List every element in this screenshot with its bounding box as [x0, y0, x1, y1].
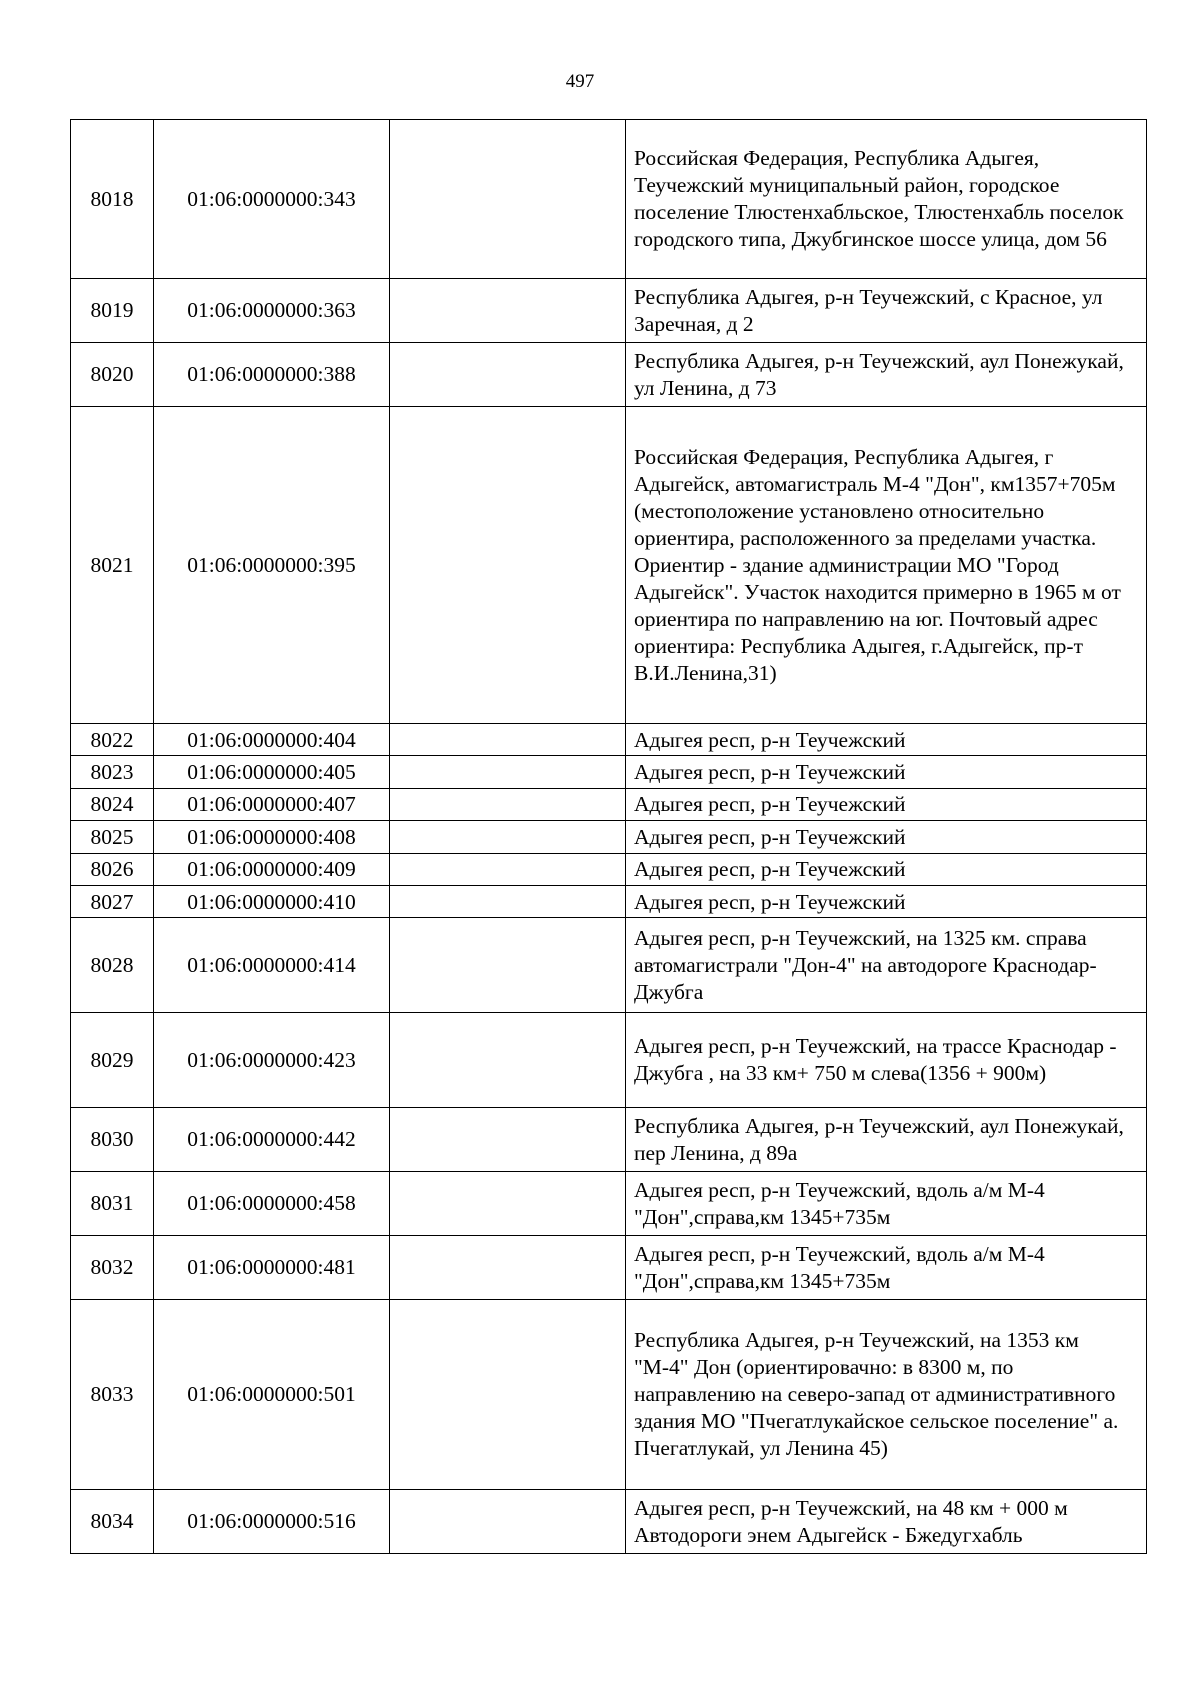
- address-cell: Адыгея респ, р-н Теучежский: [626, 821, 1147, 853]
- address-cell: Республика Адыгея, р-н Теучежский, с Красное, ул Заречная, д 2: [626, 279, 1147, 343]
- row-number: 8023: [71, 756, 154, 788]
- table-row: [71, 1300, 1147, 1490]
- row-number: 8018: [71, 120, 154, 279]
- row-number: 8025: [71, 821, 154, 853]
- cadastral-number: 01:06:0000000:442: [154, 1108, 390, 1172]
- address-cell: Адыгея респ, р-н Теучежский: [626, 885, 1147, 917]
- address-cell: Адыгея респ, р-н Теучежский: [626, 788, 1147, 820]
- cadastral-number: 01:06:0000000:408: [154, 821, 390, 853]
- row-number: 8026: [71, 853, 154, 885]
- address-cell: Адыгея респ, р-н Теучежский: [626, 756, 1147, 788]
- cadastral-number: 01:06:0000000:410: [154, 885, 390, 917]
- empty-cell: [390, 1172, 626, 1236]
- row-number: 8030: [71, 1108, 154, 1172]
- cadastral-number: 01:06:0000000:404: [154, 724, 390, 756]
- cadastral-number: 01:06:0000000:501: [154, 1300, 390, 1490]
- cadastral-number: 01:06:0000000:516: [154, 1490, 390, 1554]
- empty-cell: [390, 1300, 626, 1490]
- row-number: 8032: [71, 1236, 154, 1300]
- cadastral-number: 01:06:0000000:388: [154, 343, 390, 407]
- empty-cell: [390, 279, 626, 343]
- table-row: [71, 407, 1147, 724]
- empty-cell: [390, 788, 626, 820]
- page-number: 497: [565, 71, 595, 92]
- table-row: [71, 1236, 1147, 1300]
- address-cell: Республика Адыгея, р-н Теучежский, аул Понежукай, ул Ленина, д 73: [626, 343, 1147, 407]
- address-cell: Адыгея респ, р-н Теучежский: [626, 853, 1147, 885]
- cadastral-number: 01:06:0000000:405: [154, 756, 390, 788]
- address-cell: Адыгея респ, р-н Теучежский, на 1325 км. справа автомагистрали "Дон-4" на автодороге Краснодар-Джубга: [626, 918, 1147, 1013]
- address-cell: Адыгея респ, р-н Теучежский, вдоль а/м М-4 "Дон",справа,км 1345+735м: [626, 1172, 1147, 1236]
- empty-cell: [390, 1108, 626, 1172]
- address-cell: Адыгея респ, р-н Теучежский, на трассе Краснодар - Джубга , на 33 км+ 750 м слева(1356 + 900м): [626, 1013, 1147, 1108]
- address-cell: Республика Адыгея, р-н Теучежский, аул Понежукай, пер Ленина, д 89а: [626, 1108, 1147, 1172]
- cadastral-number: 01:06:0000000:363: [154, 279, 390, 343]
- cadastral-number: 01:06:0000000:481: [154, 1236, 390, 1300]
- row-number: 8020: [71, 343, 154, 407]
- cadastral-number: 01:06:0000000:409: [154, 853, 390, 885]
- address-cell: Адыгея респ, р-н Теучежский: [626, 724, 1147, 756]
- empty-cell: [390, 724, 626, 756]
- table-row: [71, 279, 1147, 343]
- empty-cell: [390, 756, 626, 788]
- cadastral-number: 01:06:0000000:395: [154, 407, 390, 724]
- empty-cell: [390, 1013, 626, 1108]
- empty-cell: [390, 821, 626, 853]
- row-number: 8022: [71, 724, 154, 756]
- empty-cell: [390, 407, 626, 724]
- table-row: [71, 724, 1147, 756]
- row-number: 8034: [71, 1490, 154, 1554]
- cadastral-number: 01:06:0000000:407: [154, 788, 390, 820]
- row-number: 8031: [71, 1172, 154, 1236]
- table-row: [71, 885, 1147, 917]
- table-row: [71, 853, 1147, 885]
- table-row: [71, 756, 1147, 788]
- row-number: 8019: [71, 279, 154, 343]
- empty-cell: [390, 853, 626, 885]
- land-registry-table: [70, 119, 1147, 1554]
- table-row: [71, 120, 1147, 279]
- cadastral-number: 01:06:0000000:414: [154, 918, 390, 1013]
- cadastral-number: 01:06:0000000:458: [154, 1172, 390, 1236]
- empty-cell: [390, 343, 626, 407]
- table-row: [71, 1013, 1147, 1108]
- table-row: [71, 343, 1147, 407]
- address-cell: Российская Федерация, Республика Адыгея, Теучежский муниципальный район, городское поселение Тлюстенхабльское, Тлюстенхабль поселок городского типа, Джубгинское шоссе улица, дом 56: [626, 120, 1147, 279]
- empty-cell: [390, 1490, 626, 1554]
- row-number: 8029: [71, 1013, 154, 1108]
- table-row: [71, 918, 1147, 1013]
- empty-cell: [390, 885, 626, 917]
- row-number: 8024: [71, 788, 154, 820]
- row-number: 8028: [71, 918, 154, 1013]
- row-number: 8033: [71, 1300, 154, 1490]
- cadastral-number: 01:06:0000000:343: [154, 120, 390, 279]
- table-row: [71, 1172, 1147, 1236]
- table-row: [71, 788, 1147, 820]
- empty-cell: [390, 918, 626, 1013]
- address-cell: Республика Адыгея, р-н Теучежский, на 1353 км "М-4" Дон (ориентировачно: в 8300 м, по направлению на северо-запад от административного здания МО "Пчегатлукайское сельское поселение" а. Пчегатлукай, ул Ленина 45): [626, 1300, 1147, 1490]
- row-number: 8027: [71, 885, 154, 917]
- address-cell: Адыгея респ, р-н Теучежский, на 48 км + 000 м Автодороги энем Адыгейск - Бжедугхабль: [626, 1490, 1147, 1554]
- row-number: 8021: [71, 407, 154, 724]
- table-row: [71, 1490, 1147, 1554]
- empty-cell: [390, 120, 626, 279]
- address-cell: Адыгея респ, р-н Теучежский, вдоль а/м М-4 "Дон",справа,км 1345+735м: [626, 1236, 1147, 1300]
- cadastral-number: 01:06:0000000:423: [154, 1013, 390, 1108]
- address-cell: Российская Федерация, Республика Адыгея, г Адыгейск, автомагистраль М-4 "Дон", км1357+705м (местоположение установлено относительно ориентира, расположенного за пределами участка. Ориентир - здание администрации МО "Город Адыгейск". Участок находится примерно в 1965 м от ориентира по направлению на юг. Почтовый адрес ориентира: Республика Адыгея, г.Адыгейск, пр-т В.И.Ленина,31): [626, 407, 1147, 724]
- table-row: [71, 821, 1147, 853]
- table-row: [71, 1108, 1147, 1172]
- empty-cell: [390, 1236, 626, 1300]
